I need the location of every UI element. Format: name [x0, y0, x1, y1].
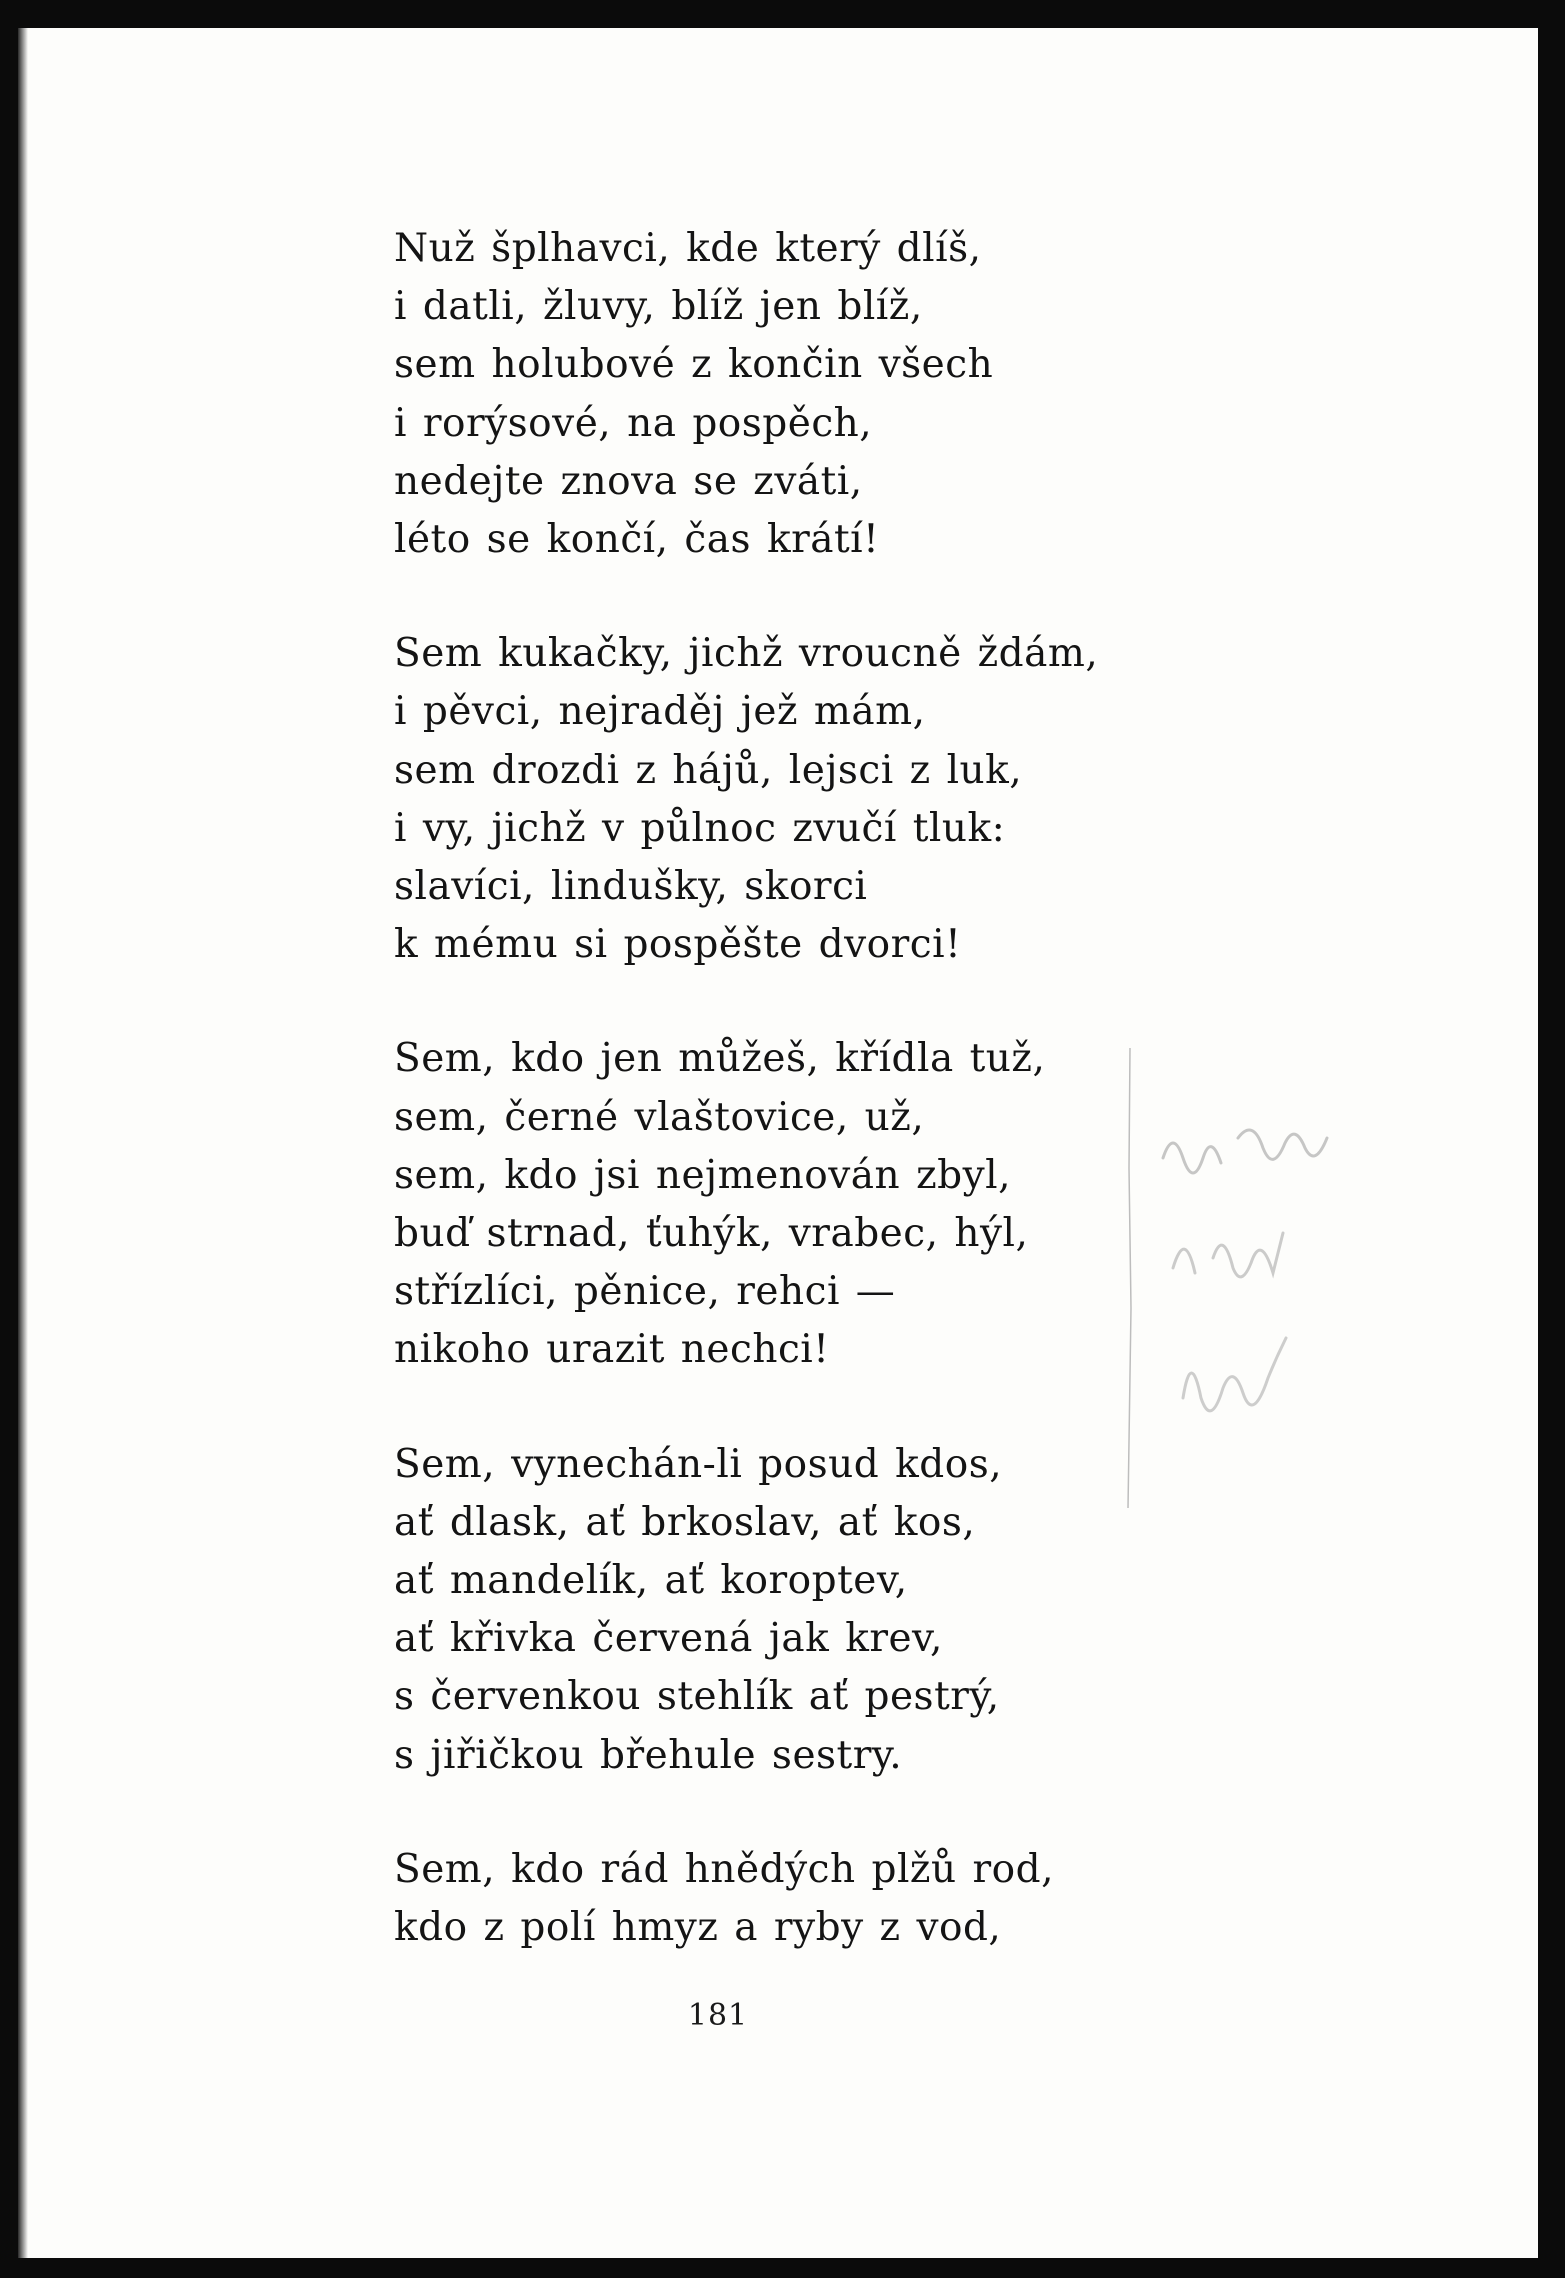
poem-line: ať dlask, ať brkoslav, ať kos, [394, 1499, 976, 1545]
poem-line: Nuž šplhavci, kde který dlíš, [394, 226, 982, 271]
pencil-margin-line [1126, 1048, 1134, 1508]
poem-line: s červenkou stehlík ať pestrý, [394, 1674, 1000, 1720]
poem-line: s jiřičkou břehule sestry. [394, 1732, 903, 1778]
poem-line: Sem, kdo jen můžeš, křídla tuž, [394, 1036, 1046, 1082]
poem-line: sem, černé vlaštovice, už, [394, 1094, 925, 1140]
poem-line: Sem, vynechán-li posud kdos, [394, 1441, 1003, 1487]
poem-line: sem drozdi z hájů, lejsci z luk, [394, 747, 1023, 793]
stanza-1 [394, 220, 1294, 569]
poem-line: Sem kukačky, jichž vroucně ždám, [394, 631, 1099, 677]
poem-line: i rorýsové, na pospěch, [394, 400, 873, 446]
poem-line: ať křivka červená jak krev, [394, 1616, 943, 1662]
stanza-2 [394, 625, 1294, 974]
poem-line: ať mandelík, ať koroptev, [394, 1558, 908, 1604]
poem-line: i datli, žluvy, blíž jen blíž, [394, 284, 923, 330]
poem-line: Sem, kdo rád hnědých plžů rod, [394, 1846, 1054, 1892]
poem-line: nikoho urazit nechci! [394, 1327, 830, 1373]
poem-line: sem holubové z končin všech [394, 342, 994, 388]
poem-line: střízlíci, pěnice, rehci — [394, 1269, 896, 1315]
poem-line: kdo z polí hmyz a ryby z vod, [394, 1905, 1002, 1951]
stanza-5 [394, 1841, 1294, 1957]
poem-line: slavíci, lindušky, skorci [394, 864, 868, 910]
poem-line: i pěvci, nejraděj jež mám, [394, 689, 926, 735]
poem-line: k mému si pospěšte dvorci! [394, 922, 962, 968]
poem-line: nedejte znova se zváti, [394, 458, 863, 504]
page-number: 181 [687, 1998, 749, 2033]
poem-line: sem, kdo jsi nejmenován zbyl, [394, 1152, 1011, 1198]
handwritten-marginalia [1143, 1068, 1393, 1508]
book-page [18, 28, 1538, 2258]
poem-line: léto se končí, čas krátí! [394, 517, 880, 563]
spine-shadow [18, 28, 28, 2258]
poem-line: i vy, jichž v půlnoc zvučí tluk: [394, 805, 1006, 851]
poem-line: buď strnad, ťuhýk, vrabec, hýl, [394, 1211, 1029, 1257]
